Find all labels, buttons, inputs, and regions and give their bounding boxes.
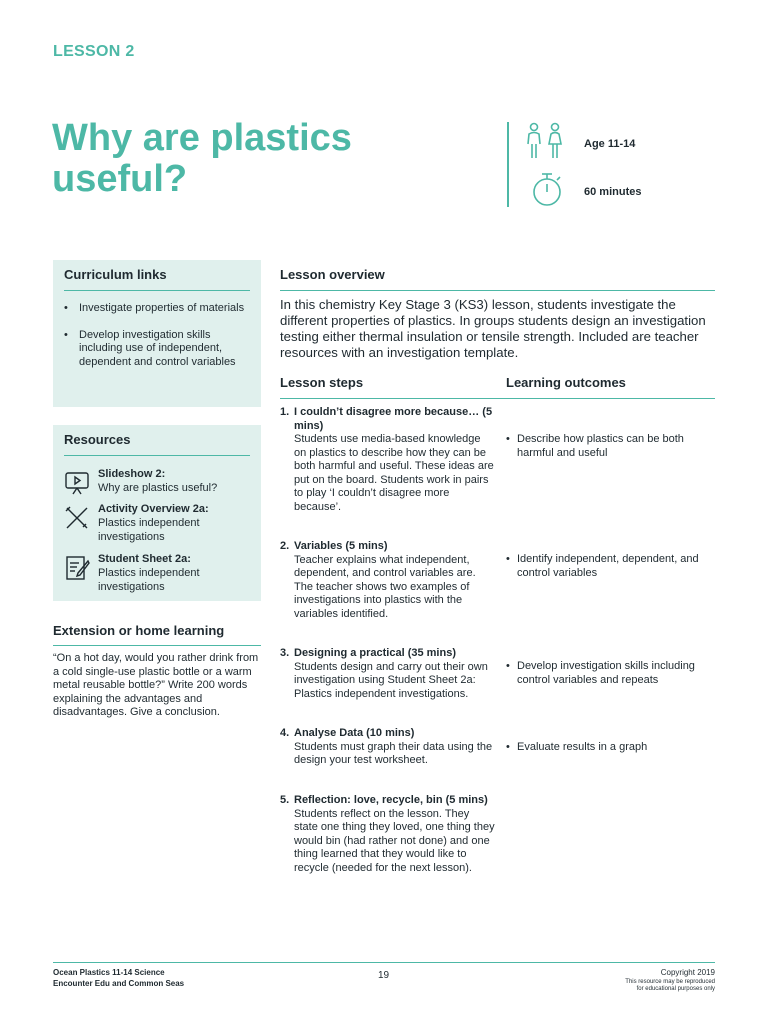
stopwatch-icon: [530, 172, 564, 208]
curriculum-links-title: Curriculum links: [64, 267, 167, 282]
resource-subtitle: Plastics independent investigations: [98, 567, 200, 593]
extension-title: Extension or home learning: [53, 623, 225, 638]
resource-title: Activity Overview 2a:: [98, 503, 209, 515]
lesson-step: [280, 647, 495, 701]
lesson-label: LESSON 2: [53, 43, 135, 60]
footer-note-line2: for educational purposes only: [636, 986, 715, 992]
footer-rule: [53, 962, 715, 963]
worksheet-icon: [64, 555, 90, 581]
step-number: 4.: [280, 727, 290, 739]
lesson-step: [280, 794, 495, 875]
step-body: Teacher explains what independent, dependent, and control variables are. The teacher shows two examples of investigations into plastics with the variables identified.: [294, 553, 476, 620]
resources-rule: [64, 455, 250, 456]
footer-copyright: Copyright 2019: [660, 968, 715, 977]
resource-subtitle: Plastics independent investigations: [98, 517, 200, 543]
resource-subtitle: Why are plastics useful?: [98, 482, 218, 494]
lesson-step: [280, 406, 495, 514]
page-title: Why are plastics useful?: [52, 117, 352, 200]
resource-slideshow[interactable]: [64, 468, 255, 508]
step-number: 2.: [280, 540, 290, 552]
step-number: 3.: [280, 647, 290, 659]
page-number: 19: [378, 970, 390, 981]
footer-note-line1: This resource may be reproduced: [625, 979, 715, 985]
curriculum-links-panel: [53, 260, 261, 407]
extension-rule: [53, 645, 261, 646]
curriculum-list: [64, 302, 251, 382]
step-title: Variables (5 mins): [294, 540, 388, 552]
lesson-step: [280, 727, 495, 768]
curriculum-item: • Develop investigation skills including use of independent, dependent and control variables: [64, 329, 251, 370]
overview-title: Lesson overview: [280, 267, 385, 282]
step-number: 1.: [280, 406, 290, 418]
resource-title: Student Sheet 2a:: [98, 553, 191, 565]
step-title: I couldn’t disagree more because… (5 mins): [294, 406, 493, 432]
step-title: Designing a practical (35 mins): [294, 647, 456, 659]
steps-rule: [280, 398, 715, 399]
lesson-step: [280, 540, 495, 621]
students-icon: [524, 122, 566, 160]
lesson-steps-title: Lesson steps: [280, 375, 364, 390]
age-range: Age 11-14: [584, 138, 636, 150]
step-title: Reflection: love, recycle, bin (5 mins): [294, 794, 488, 806]
resource-title: Slideshow 2:: [98, 468, 166, 480]
step-body: Students reflect on the lesson. They state one thing they loved, one thing they would bin (had rather not done) and one thing learned that they would like to recycle (needed for the next lesson).: [294, 807, 495, 874]
extension-text: “On a hot day, would you rather drink from a cold single-use plastic bottle or a warm metal reusable bottle?” Write 200 words explaining the advantages and disadvantages. Give a conclusion.: [53, 652, 259, 718]
duration: 60 minutes: [584, 186, 642, 198]
learning-outcome: • Describe how plastics can be both harmful and useful: [506, 433, 716, 460]
step-body: Students use media-based knowledge on plastics to describe how they can be both harmful and useful. These ideas are put on the board. Students work in pairs to play ‘I couldn’t disagree more because’.: [294, 433, 494, 513]
curriculum-rule: [64, 290, 250, 291]
resources-title: Resources: [64, 432, 131, 447]
header-divider: [507, 122, 509, 207]
tools-icon: [64, 505, 90, 531]
resource-activity-overview[interactable]: [64, 503, 255, 543]
step-body: Students design and carry out their own investigation using Student Sheet 2a: Plastics independent investigations.: [294, 660, 488, 700]
overview-text: In this chemistry Key Stage 3 (KS3) lesson, students investigate the different properties of plastics. In groups students design an investigation testing either thermal insulation or tensile strength. Included are teacher resources with an investigation template.: [280, 297, 706, 360]
footer-series: Ocean Plastics 11-14 Science: [53, 968, 165, 977]
step-body: Students must graph their data using the design your test worksheet.: [294, 740, 493, 766]
learning-outcome: • Develop investigation skills including control variables and repeats: [506, 660, 716, 687]
learning-outcomes-title: Learning outcomes: [506, 375, 626, 390]
resources-panel: [53, 425, 261, 601]
step-title: Analyse Data (10 mins): [294, 727, 415, 739]
step-number: 5.: [280, 794, 290, 806]
resource-student-sheet[interactable]: [64, 553, 255, 593]
footer-publisher: Encounter Edu and Common Seas: [53, 979, 185, 988]
slideshow-icon: [64, 470, 90, 496]
overview-rule: [280, 290, 715, 291]
learning-outcome: • Evaluate results in a graph: [506, 741, 716, 755]
curriculum-item: • Investigate properties of materials: [64, 302, 251, 316]
learning-outcome: • Identify independent, dependent, and control variables: [506, 553, 716, 580]
